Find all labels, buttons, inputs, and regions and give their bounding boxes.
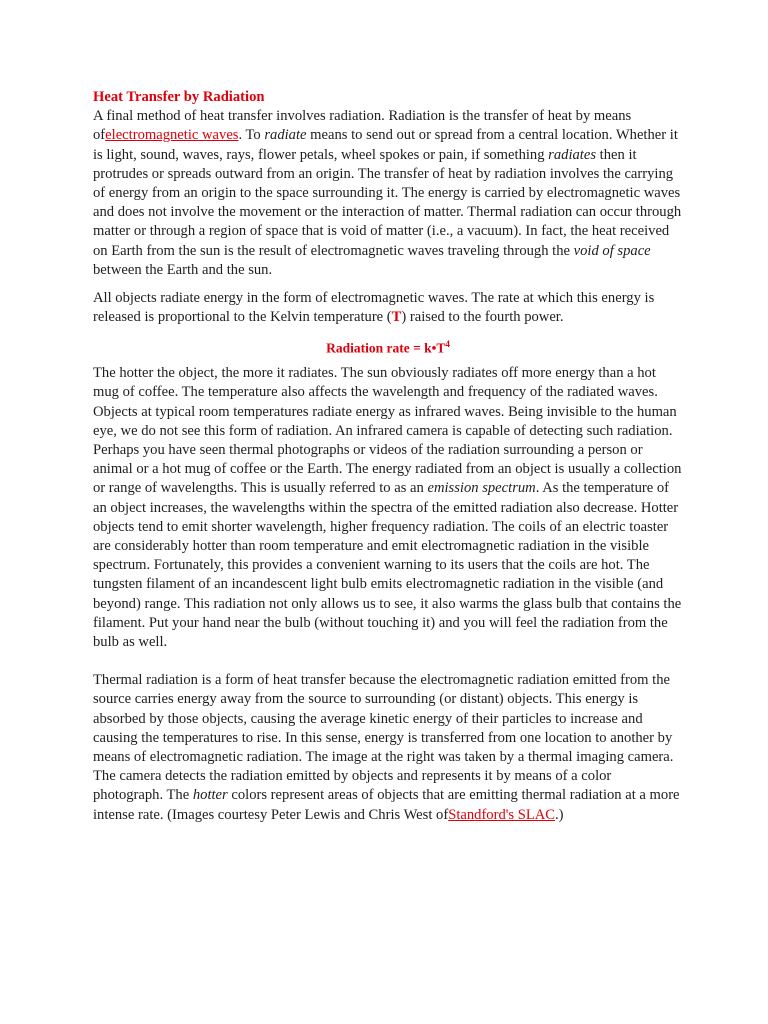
- text-run: The hotter the object, the more it radiates. The sun obviously radiates off more energy than a hot mug of coffee. The temperature also affects the wavelength and frequency of the radiated waves. Objects at typical room temperatures radiate energy as infrared waves. Being invisible to the human eye, we do not see this form of radiation. An infrared camera is capable of detecting such radiation. Perhaps you have seen thermal photographs or videos of the radiation surrounding a person or animal or a hot mug of coffee or the Earth. The energy radiated from an object is usually a collection or range of wavelengths. This is usually referred to as an: [93, 365, 682, 497]
- text-run: . As the temperature of an object increases, the wavelengths within the spectra of the emitted radiation also decrease. Hotter objects tend to emit shorter wavelength, higher frequency radiation. The coils of an electric toaster are considerably hotter than room temperature and emit electromagnetic radiation in the visible spectrum. Fortunately, this provides a convenient warning to its users that the coils are hot. The tungsten filament of an incandescent light bulb emits electromagnetic radiation in the visible (and beyond) range. This radiation not only allows us to see, it also warms the glass bulb that contains the filament. Put your hand near the bulb (without touching it) and you will feel the radiation from the bulb as well.: [93, 480, 682, 650]
- emphasis-void-of-space: void of space: [573, 242, 651, 259]
- text-run: All objects radiate energy in the form of electromagnetic waves. The rate at which this energy is released is proportional to the Kelvin temperature (: [93, 290, 655, 326]
- section-heading: Heat Transfer by Radiation: [93, 89, 265, 105]
- text-run: colors represent areas of objects that are emitting thermal radiation at a more intense rate. (Images courtesy Peter Lewis and Chris West of: [93, 787, 680, 823]
- electromagnetic-waves-link[interactable]: electromagnetic waves: [105, 127, 239, 144]
- paragraph-thermal-radiation: [93, 671, 683, 825]
- paragraph-hotter-object: [93, 364, 683, 652]
- emphasis-radiates: radiates: [548, 146, 597, 163]
- text-run: Thermal radiation is a form of heat transfer because the electromagnetic radiation emitted from the source carries energy away from the source to surrounding (or distant) objects. This energy is absorbed by those objects, causing the average kinetic energy of their particles to increase and causing the temperatures to rise. In this sense, energy is transferred from one location to another by means of electromagnetic radiation. The image at the right was taken by a thermal imaging camera. The camera detects the radiation emitted by objects and represents it by means of a color photograph. The: [93, 672, 674, 804]
- formula-base: Radiation rate = k•T: [326, 340, 446, 356]
- text-run: ) raised to the fourth power.: [401, 309, 564, 326]
- document-page: [93, 88, 683, 825]
- text-run: means to send out or spread from a central location. Whether it is light, sound, waves, rays, flower petals, wheel spokes or pain, if something: [93, 127, 678, 163]
- stanford-slac-link[interactable]: Standford's SLAC: [448, 806, 556, 823]
- radiation-rate-formula: [93, 327, 683, 364]
- emphasis-hotter: hotter: [192, 787, 228, 804]
- paragraph-spacer: [93, 652, 683, 671]
- paragraph-kelvin: [93, 289, 683, 327]
- text-run: A final method of heat transfer involves radiation. Radiation is the transfer of heat by means of: [93, 108, 632, 144]
- emphasis-emission-spectrum: emission spectrum: [427, 480, 536, 497]
- paragraph-spacer: [93, 280, 683, 289]
- formula-exponent: 4: [445, 339, 450, 350]
- text-run: . To: [238, 127, 265, 144]
- temperature-variable: T: [391, 309, 402, 326]
- text-run: then it protrudes or spreads outward from an origin. The transfer of heat by radiation involves the carrying of energy from an origin to the space surrounding it. The energy is carried by electromagnetic waves and does not involve the movement or the interaction of matter. Thermal radiation can occur through matter or through a region of space that is void of matter (i.e., a vacuum). In fact, the heat received on Earth from the sun is the result of electromagnetic waves traveling through the: [93, 146, 682, 259]
- text-run: between the Earth and the sun.: [93, 261, 273, 278]
- emphasis-radiate: radiate: [264, 127, 307, 144]
- paragraph-intro: [93, 107, 683, 280]
- text-run: .): [555, 806, 564, 823]
